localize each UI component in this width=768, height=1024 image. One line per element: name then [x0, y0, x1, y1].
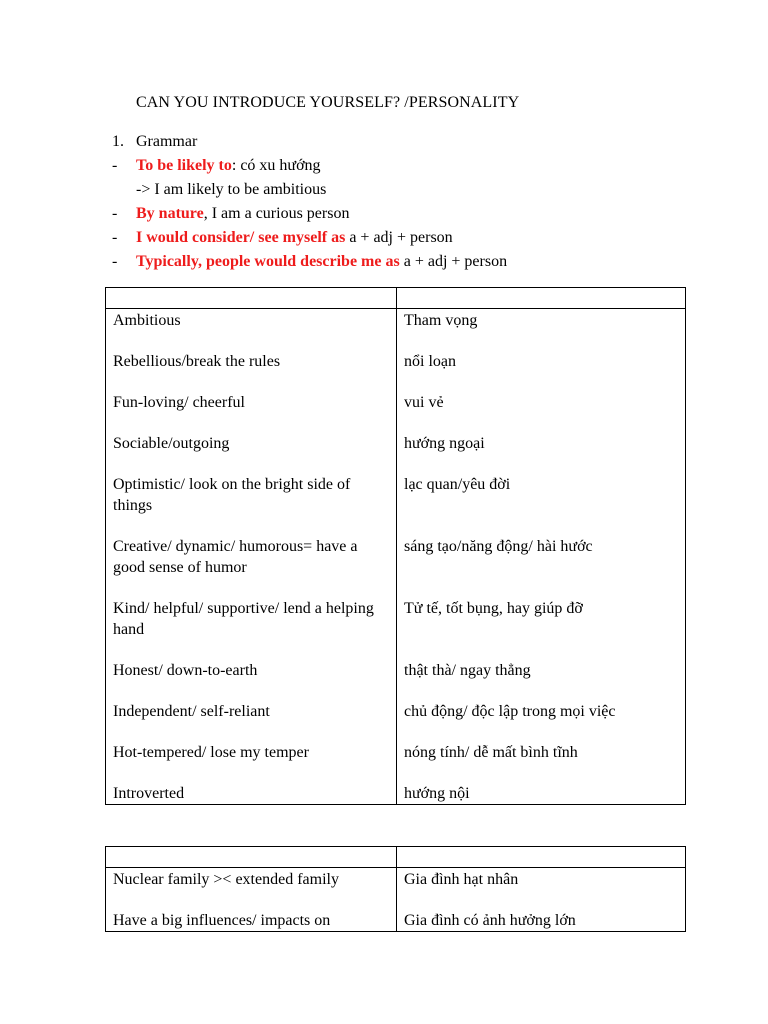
english-term: Rebellious/break the rules	[113, 353, 281, 370]
vietnamese-term: vui vẻ	[404, 394, 444, 411]
bullet-dash: -	[112, 229, 118, 246]
grammar-rest: : có xu hướng	[231, 157, 321, 174]
bullet-dash: -	[112, 205, 118, 222]
table-header-cell	[397, 288, 686, 309]
english-term: Have a big influences/ impacts on	[113, 912, 331, 929]
grammar-rest: a + adj + person	[345, 229, 453, 246]
vietnamese-term: hướng nội	[404, 785, 470, 802]
grammar-number: 1.	[112, 133, 124, 150]
table-header-row	[106, 847, 686, 868]
vietnamese-term: Tử tế, tốt bụng, hay giúp đỡ	[404, 600, 583, 617]
bullet-dash: -	[112, 157, 118, 174]
english-column	[106, 868, 397, 932]
grammar-heading: Grammar	[136, 133, 198, 150]
english-term: Ambitious	[113, 312, 181, 329]
table-header-cell	[106, 288, 397, 309]
vietnamese-term: chủ động/ độc lập trong mọi việc	[404, 703, 616, 720]
english-term: Fun-loving/ cheerful	[113, 394, 245, 411]
table-header-row	[106, 288, 686, 309]
vietnamese-term: sáng tạo/năng động/ hài hước	[404, 538, 593, 555]
table-body-row	[106, 309, 686, 805]
vietnamese-term: Gia đình có ảnh hưởng lớn	[404, 912, 576, 929]
grammar-rest: a + adj + person	[399, 253, 508, 270]
english-term: Optimistic/ look on the bright side of things	[113, 476, 351, 514]
vietnamese-term: nổi loạn	[404, 353, 456, 370]
vietnamese-term: nóng tính/ dễ mất bình tĩnh	[404, 744, 578, 761]
english-term: Nuclear family >< extended family	[113, 871, 339, 888]
vietnamese-column	[397, 868, 686, 932]
grammar-rest: , I am a curious person	[203, 205, 350, 222]
english-term: Creative/ dynamic/ humorous= have a good sense of humor	[113, 538, 358, 576]
personality-vocab-table	[105, 287, 686, 805]
english-term: Honest/ down-to-earth	[113, 662, 258, 679]
english-term: Independent/ self-reliant	[113, 703, 270, 720]
family-vocab-table	[105, 846, 686, 932]
table-header-cell	[397, 847, 686, 868]
vietnamese-term: thật thà/ ngay thẳng	[404, 662, 531, 679]
table-body-row	[106, 868, 686, 932]
english-term: Introverted	[113, 785, 185, 802]
grammar-example-text: -> I am likely to be ambitious	[136, 181, 327, 198]
table-header-cell	[106, 847, 397, 868]
english-column	[106, 309, 397, 805]
grammar-highlight: To be likely to	[136, 157, 232, 174]
vietnamese-term: lạc quan/yêu đời	[404, 476, 511, 493]
english-term: Kind/ helpful/ supportive/ lend a helping hand	[113, 600, 374, 638]
bullet-dash: -	[112, 253, 118, 270]
grammar-highlight: Typically, people would describe me as	[136, 253, 400, 270]
vietnamese-column	[397, 309, 686, 805]
vietnamese-term: Tham vọng	[404, 312, 478, 329]
english-term: Sociable/outgoing	[113, 435, 230, 452]
grammar-highlight: I would consider/ see myself as	[136, 229, 346, 246]
grammar-highlight: By nature	[136, 205, 204, 222]
page-title: CAN YOU INTRODUCE YOURSELF? /PERSONALITY	[136, 94, 520, 111]
english-term: Hot-tempered/ lose my temper	[113, 744, 309, 761]
vietnamese-term: Gia đình hạt nhân	[404, 871, 519, 888]
vietnamese-term: hướng ngoại	[404, 435, 485, 452]
